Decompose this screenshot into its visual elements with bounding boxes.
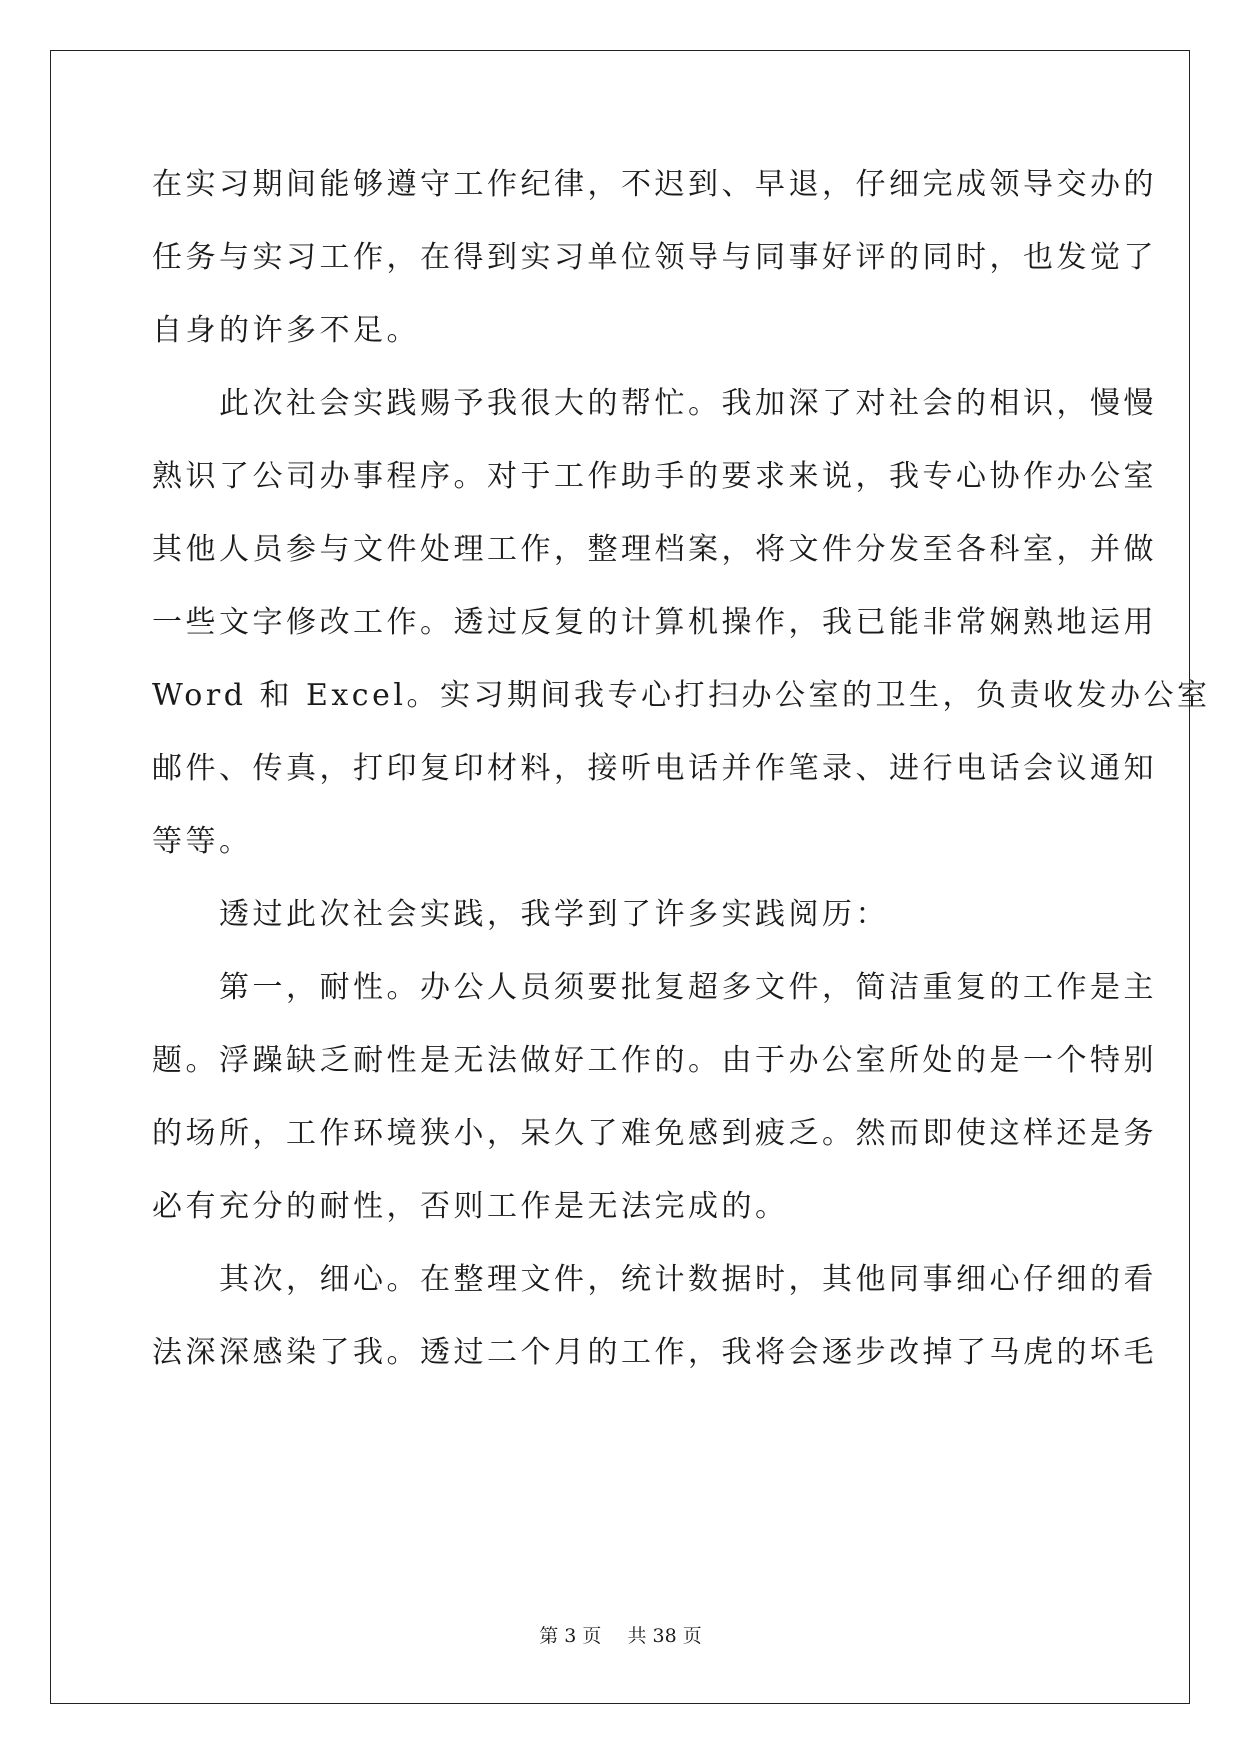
text-line: 任务与实习工作，在得到实习单位领导与同事好评的同时，也发觉了 (152, 240, 1157, 275)
text-line: 在实习期间能够遵守工作纪律，不迟到、早退，仔细完成领导交办的 (152, 167, 1157, 202)
text-line: 熟识了公司办事程序。对于工作助手的要求来说，我专心协作办公室 (152, 459, 1157, 494)
text-line: 必有充分的耐性，否则工作是无法完成的。 (152, 1189, 789, 1224)
page-border (50, 50, 1211, 1704)
text-line: 第一，耐性。办公人员须要批复超多文件，简洁重复的工作是主 (152, 970, 1157, 1005)
text-line: 透过此次社会实践，我学到了许多实践阅历： (152, 897, 889, 932)
text-line: 自身的许多不足。 (152, 313, 420, 348)
text-line: 其次，细心。在整理文件，统计数据时，其他同事细心仔细的看 (152, 1262, 1157, 1297)
text-line: 法深深感染了我。透过二个月的工作，我将会逐步改掉了马虎的坏毛 (152, 1335, 1157, 1370)
text-line: 其他人员参与文件处理工作，整理档案，将文件分发至各科室，并做 (152, 532, 1157, 567)
text-line: Word 和 Excel。实习期间我专心打扫办公室的卫生，负责收发办公室 (152, 678, 1211, 713)
page-number: 第 3 页 (539, 1625, 602, 1647)
text-line: 等等。 (152, 824, 253, 859)
text-line: 邮件、传真，打印复印材料，接听电话并作笔录、进行电话会议通知 (152, 751, 1157, 786)
text-line: 此次社会实践赐予我很大的帮忙。我加深了对社会的相识，慢慢 (152, 386, 1157, 421)
text-line: 一些文字修改工作。透过反复的计算机操作，我已能非常娴熟地运用 (152, 605, 1157, 640)
text-line: 的场所，工作环境狭小，呆久了难免感到疲乏。然而即使这样还是务 (152, 1116, 1157, 1151)
page-total: 共 38 页 (627, 1625, 702, 1647)
text-line: 题。浮躁缺乏耐性是无法做好工作的。由于办公室所处的是一个特别 (152, 1043, 1157, 1078)
page-footer (0, 1621, 1241, 1648)
